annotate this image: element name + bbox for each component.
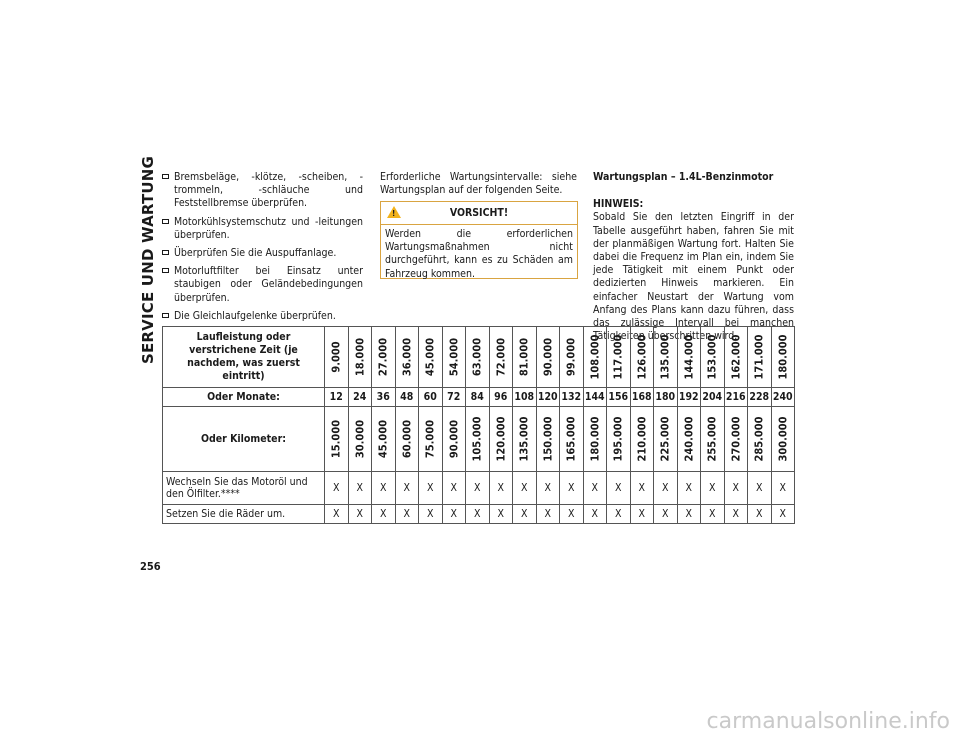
mileage-label: Laufleistung oder verstrichene Zeit (je nachdem, was zuerst eintritt) xyxy=(163,327,325,388)
months-cell: 48 xyxy=(395,388,419,407)
mark-cell: X xyxy=(466,472,490,505)
months-cell: 204 xyxy=(701,388,725,407)
mark-cell: X xyxy=(654,472,678,505)
schedule-heading: Wartungsplan – 1.4L-Benzinmotor xyxy=(593,171,774,183)
mileage-cell xyxy=(466,327,490,388)
mileage-cell xyxy=(442,327,466,388)
mark-cell: X xyxy=(395,472,419,505)
months-cell: 84 xyxy=(466,388,490,407)
kilometers-cell xyxy=(654,407,678,472)
intervals-column xyxy=(380,171,577,197)
kilometers-cell-text: 90.000 xyxy=(447,419,461,459)
mileage-cell-text: 27.000 xyxy=(376,337,390,377)
mileage-cell xyxy=(748,327,772,388)
mark-cell: X xyxy=(677,505,701,524)
mark-cell: X xyxy=(489,472,513,505)
months-row xyxy=(163,388,795,407)
kilometers-cell-text: 300.000 xyxy=(776,416,790,462)
mileage-cell xyxy=(771,327,795,388)
kilometers-cell-text: 240.000 xyxy=(682,416,696,462)
caution-header xyxy=(381,202,577,225)
mark-cell: X xyxy=(419,472,443,505)
mark-cell: X xyxy=(701,505,725,524)
kilometers-cell xyxy=(771,407,795,472)
mileage-cell-text: 45.000 xyxy=(423,337,437,377)
list-item: Die Gleichlaufgelenke überprüfen. xyxy=(162,310,363,323)
mileage-cell xyxy=(677,327,701,388)
mark-cell: X xyxy=(583,472,607,505)
months-cell: 240 xyxy=(771,388,795,407)
mileage-cell xyxy=(560,327,584,388)
kilometers-cell xyxy=(372,407,396,472)
mileage-cell-text: 135.000 xyxy=(658,334,672,380)
months-cell: 192 xyxy=(677,388,701,407)
kilometers-cell xyxy=(348,407,372,472)
kilometers-cell xyxy=(442,407,466,472)
mileage-cell-text: 108.000 xyxy=(588,334,602,380)
kilometers-cell-text: 195.000 xyxy=(611,416,625,462)
kilometers-cell-text: 150.000 xyxy=(541,416,555,462)
kilometers-cell xyxy=(677,407,701,472)
kilometers-cell xyxy=(560,407,584,472)
mark-cell: X xyxy=(513,472,537,505)
mark-cell: X xyxy=(560,505,584,524)
kilometers-cell xyxy=(395,407,419,472)
months-cell: 96 xyxy=(489,388,513,407)
mileage-cell xyxy=(489,327,513,388)
kilometers-cell-text: 60.000 xyxy=(400,419,414,459)
mark-cell: X xyxy=(325,472,349,505)
mark-cell: X xyxy=(748,505,772,524)
mark-cell: X xyxy=(583,505,607,524)
months-cell: 132 xyxy=(560,388,584,407)
mileage-cell-text: 162.000 xyxy=(729,334,743,380)
checkbox-icon xyxy=(162,174,169,179)
mileage-cell-text: 72.000 xyxy=(494,337,508,377)
kilometers-cell xyxy=(466,407,490,472)
mark-cell: X xyxy=(466,505,490,524)
mileage-cell-text: 117.000 xyxy=(611,334,625,380)
kilometers-cell-text: 135.000 xyxy=(517,416,531,462)
caution-text: Werden die erforderlichen Wartungsmaßnahmen nicht durchgeführt, kann es zu Schäden am Fahrzeug kommen. xyxy=(385,228,573,280)
warning-triangle-icon: ! xyxy=(387,206,401,218)
list-item: Motorkühlsystemschutz und -leitungen überprüfen. xyxy=(162,216,363,242)
list-item: Bremsbeläge, -klötze, -scheiben, -trommeln, -schläuche und Feststellbremse überprüfen. xyxy=(162,171,363,211)
mileage-row xyxy=(163,327,795,388)
kilometers-cell xyxy=(536,407,560,472)
table-row xyxy=(163,472,795,505)
maintenance-schedule-table xyxy=(162,326,795,524)
months-cell: 108 xyxy=(513,388,537,407)
mileage-cell-text: 153.000 xyxy=(705,334,719,380)
mark-cell: X xyxy=(536,472,560,505)
kilometers-cell xyxy=(701,407,725,472)
watermark-text: carmanualsonline.info xyxy=(706,709,950,734)
mileage-cell xyxy=(395,327,419,388)
mileage-cell xyxy=(513,327,537,388)
page-number: 256 xyxy=(140,560,161,573)
kilometers-cell xyxy=(583,407,607,472)
mark-cell: X xyxy=(419,505,443,524)
kilometers-cell xyxy=(748,407,772,472)
mileage-cell-text: 18.000 xyxy=(353,337,367,377)
mark-cell: X xyxy=(771,472,795,505)
kilometers-cell-text: 75.000 xyxy=(423,419,437,459)
checkbox-icon xyxy=(162,313,169,318)
mileage-cell xyxy=(348,327,372,388)
mark-cell: X xyxy=(724,472,748,505)
mileage-cell xyxy=(724,327,748,388)
mark-cell: X xyxy=(442,505,466,524)
mileage-cell xyxy=(654,327,678,388)
mark-cell: X xyxy=(677,472,701,505)
intervals-text: Erforderliche Wartungsintervalle: siehe Wartungsplan auf der folgenden Seite. xyxy=(380,171,577,197)
table-row xyxy=(163,505,795,524)
mark-cell: X xyxy=(701,472,725,505)
mileage-cell xyxy=(607,327,631,388)
kilometers-cell-text: 225.000 xyxy=(658,416,672,462)
months-cell: 168 xyxy=(630,388,654,407)
mark-cell: X xyxy=(630,505,654,524)
mark-cell: X xyxy=(560,472,584,505)
checkbox-icon xyxy=(162,219,169,224)
mileage-cell xyxy=(630,327,654,388)
kilometers-cell xyxy=(325,407,349,472)
mileage-cell-text: 180.000 xyxy=(776,334,790,380)
mark-cell: X xyxy=(348,472,372,505)
list-item: Überprüfen Sie die Auspuffanlage. xyxy=(162,247,363,260)
mileage-cell-text: 126.000 xyxy=(635,334,649,380)
mileage-cell xyxy=(583,327,607,388)
checkbox-icon xyxy=(162,250,169,255)
kilometers-cell-text: 255.000 xyxy=(705,416,719,462)
task-label: Wechseln Sie das Motoröl und den Ölfilter.**** xyxy=(163,472,325,505)
note-text: Sobald Sie den letzten Eingriff in der Tabelle ausgeführt haben, fahren Sie mit der planmäßigen Wartung fort. Halten Sie dabei die Frequenz im Plan ein, indem Sie jede Tätigkeit mit einem Punkt oder dedizierten Hinweis markieren. Ein einfacher Neustart der Wartung vom Anfang des Plans kann dazu führen, dass das zulässige Intervall bei manchen Tätigkeiten überschritten wird. xyxy=(593,211,794,343)
mark-cell: X xyxy=(724,505,748,524)
mark-cell: X xyxy=(348,505,372,524)
schedule-column xyxy=(593,171,794,343)
mark-cell: X xyxy=(630,472,654,505)
kilometers-cell-text: 15.000 xyxy=(329,419,343,459)
mileage-cell-text: 81.000 xyxy=(517,337,531,377)
mileage-cell-text: 36.000 xyxy=(400,337,414,377)
months-cell: 12 xyxy=(325,388,349,407)
kilometers-cell-text: 210.000 xyxy=(635,416,649,462)
caution-title: VORSICHT! xyxy=(449,207,509,219)
mark-cell: X xyxy=(325,505,349,524)
mileage-cell-text: 144.000 xyxy=(682,334,696,380)
kilometers-cell xyxy=(607,407,631,472)
mileage-cell-text: 90.000 xyxy=(541,337,555,377)
kilometers-label: Oder Kilometer: xyxy=(163,407,325,472)
months-cell: 144 xyxy=(583,388,607,407)
checkbox-icon xyxy=(162,268,169,273)
mileage-cell-text: 171.000 xyxy=(752,334,766,380)
months-cell: 72 xyxy=(442,388,466,407)
months-cell: 24 xyxy=(348,388,372,407)
mark-cell: X xyxy=(654,505,678,524)
kilometers-cell-text: 180.000 xyxy=(588,416,602,462)
months-cell: 120 xyxy=(536,388,560,407)
kilometers-cell-text: 270.000 xyxy=(729,416,743,462)
mileage-cell-text: 9.000 xyxy=(329,341,343,373)
kilometers-cell xyxy=(630,407,654,472)
mileage-cell xyxy=(701,327,725,388)
months-cell: 156 xyxy=(607,388,631,407)
mark-cell: X xyxy=(442,472,466,505)
mark-cell: X xyxy=(536,505,560,524)
mileage-cell-text: 63.000 xyxy=(470,337,484,377)
kilometers-cell xyxy=(489,407,513,472)
mileage-cell-text: 54.000 xyxy=(447,337,461,377)
kilometers-row xyxy=(163,407,795,472)
months-cell: 228 xyxy=(748,388,772,407)
kilometers-cell-text: 30.000 xyxy=(353,419,367,459)
mark-cell: X xyxy=(513,505,537,524)
kilometers-cell xyxy=(419,407,443,472)
mileage-cell-text: 99.000 xyxy=(564,337,578,377)
kilometers-cell xyxy=(513,407,537,472)
mileage-cell xyxy=(325,327,349,388)
mileage-cell xyxy=(536,327,560,388)
kilometers-cell-text: 165.000 xyxy=(564,416,578,462)
months-cell: 36 xyxy=(372,388,396,407)
mark-cell: X xyxy=(395,505,419,524)
mark-cell: X xyxy=(489,505,513,524)
kilometers-cell xyxy=(724,407,748,472)
months-cell: 180 xyxy=(654,388,678,407)
list-item: Motorluftfilter bei Einsatz unter staubigen oder Geländebedingungen überprüfen. xyxy=(162,265,363,305)
months-cell: 216 xyxy=(724,388,748,407)
mark-cell: X xyxy=(607,472,631,505)
kilometers-cell-text: 120.000 xyxy=(494,416,508,462)
chapter-title-text: SERVICE UND WARTUNG xyxy=(139,155,157,365)
mark-cell: X xyxy=(607,505,631,524)
mark-cell: X xyxy=(748,472,772,505)
kilometers-cell-text: 285.000 xyxy=(752,416,766,462)
mark-cell: X xyxy=(771,505,795,524)
mileage-cell xyxy=(372,327,396,388)
caution-box xyxy=(380,201,578,279)
mileage-cell xyxy=(419,327,443,388)
months-cell: 60 xyxy=(419,388,443,407)
checklist xyxy=(162,171,363,328)
note-label: HINWEIS: xyxy=(593,198,644,211)
months-label: Oder Monate: xyxy=(163,388,325,407)
task-label: Setzen Sie die Räder um. xyxy=(163,505,325,524)
kilometers-cell-text: 45.000 xyxy=(376,419,390,459)
mark-cell: X xyxy=(372,505,396,524)
kilometers-cell-text: 105.000 xyxy=(470,416,484,462)
mark-cell: X xyxy=(372,472,396,505)
